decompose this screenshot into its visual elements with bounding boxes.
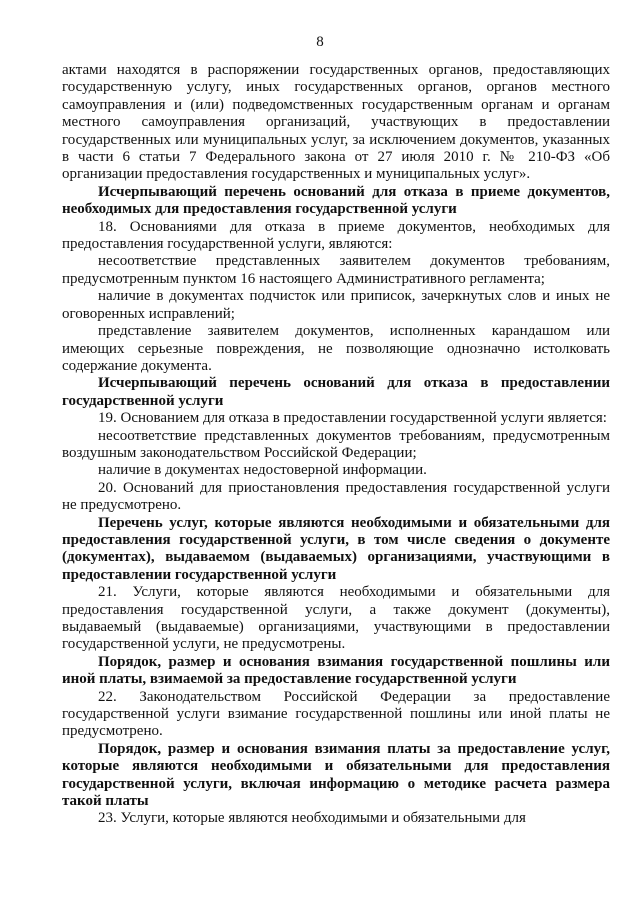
clause-18: 18. Основаниями для отказа в приеме документов, необходимых для предоставления государственной услуги, являются: [62,218,610,253]
clause-18-item-1: несоответствие представленных заявителем документов требованиям, предусмотренным пунктом 16 настоящего Административного регламента; [62,253,610,287]
page-number: 8 [316,34,324,50]
clause-23: 23. Услуги, которые являются необходимыми и обязательными для [98,810,526,827]
clause-18-item-2: наличие в документах подчисток или приписок, зачеркнутых слов и иных не оговоренных исправлений; [62,288,610,322]
clause-19: 19. Основанием для отказа в предоставлении государственной услуги является: [98,410,607,427]
section-heading-refusal-acceptance: Исчерпывающий перечень оснований для отказа в приеме документов, необходимых для предоставления государственной услуги [62,183,610,218]
clause-19-item-1: несоответствие представленных документов требованиям, предусмотренным воздушным законодательством Российской Федерации; [62,427,610,461]
clause-18-item-3: представление заявителем документов, исполненных карандашом или имеющих серьезные повреждения, не позволяющие однозначно истолковать содержание документа. [62,323,610,374]
clause-21: 21. Услуги, которые являются необходимыми и обязательными для предоставления государственной услуги, а также документ (документы), выдаваемый (выдаваемые) организациями, участвующими в предоставлении государственной услуги, не предусмотрены. [62,584,610,653]
clause-20: 20. Оснований для приостановления предоставления государственной услуги не предусмотрено. [62,479,610,514]
section-heading-required-services: Перечень услуг, которые являются необходимыми и обязательными для предоставления государственной услуги, в том числе сведения о документе (документах), выдаваемом (выдаваемых) организациями, участвующими в предоставлении государственной услуги [62,514,610,583]
clause-22: 22. Законодательством Российской Федерации за предоставление государственной услуги взимание государственной пошлины или иной платы не предусмотрено. [62,688,610,740]
paragraph-continuation: актами находятся в распоряжении государственных органов, предоставляющих государственную услугу, иных государственных органов, органов местного самоуправления и (или) подведомственных государственным органам и органам местного самоуправления организаций, участвующих в предоставлении государственных или муниципальных услуг, за исключением документов, указанных в части 6 статьи 7 Федерального закона от 27 июля 2010 г. № 210-ФЗ «Об организации предоставления государственных и муниципальных услуг». [62,62,610,183]
document-body [62,62,610,828]
clause-19-item-2: наличие в документах недостоверной информации. [98,462,427,479]
section-heading-fee-for-services: Порядок, размер и основания взимания платы за предоставление услуг, которые являются необходимыми и обязательными для предоставления государственной услуги, включая информацию о методике расчета размера такой платы [62,740,610,810]
section-heading-refusal-service: Исчерпывающий перечень оснований для отказа в предоставлении государственной услуги [62,375,610,409]
section-heading-state-fee: Порядок, размер и основания взимания государственной пошлины или иной платы, взимаемой за предоставление государственной услуги [62,653,610,688]
